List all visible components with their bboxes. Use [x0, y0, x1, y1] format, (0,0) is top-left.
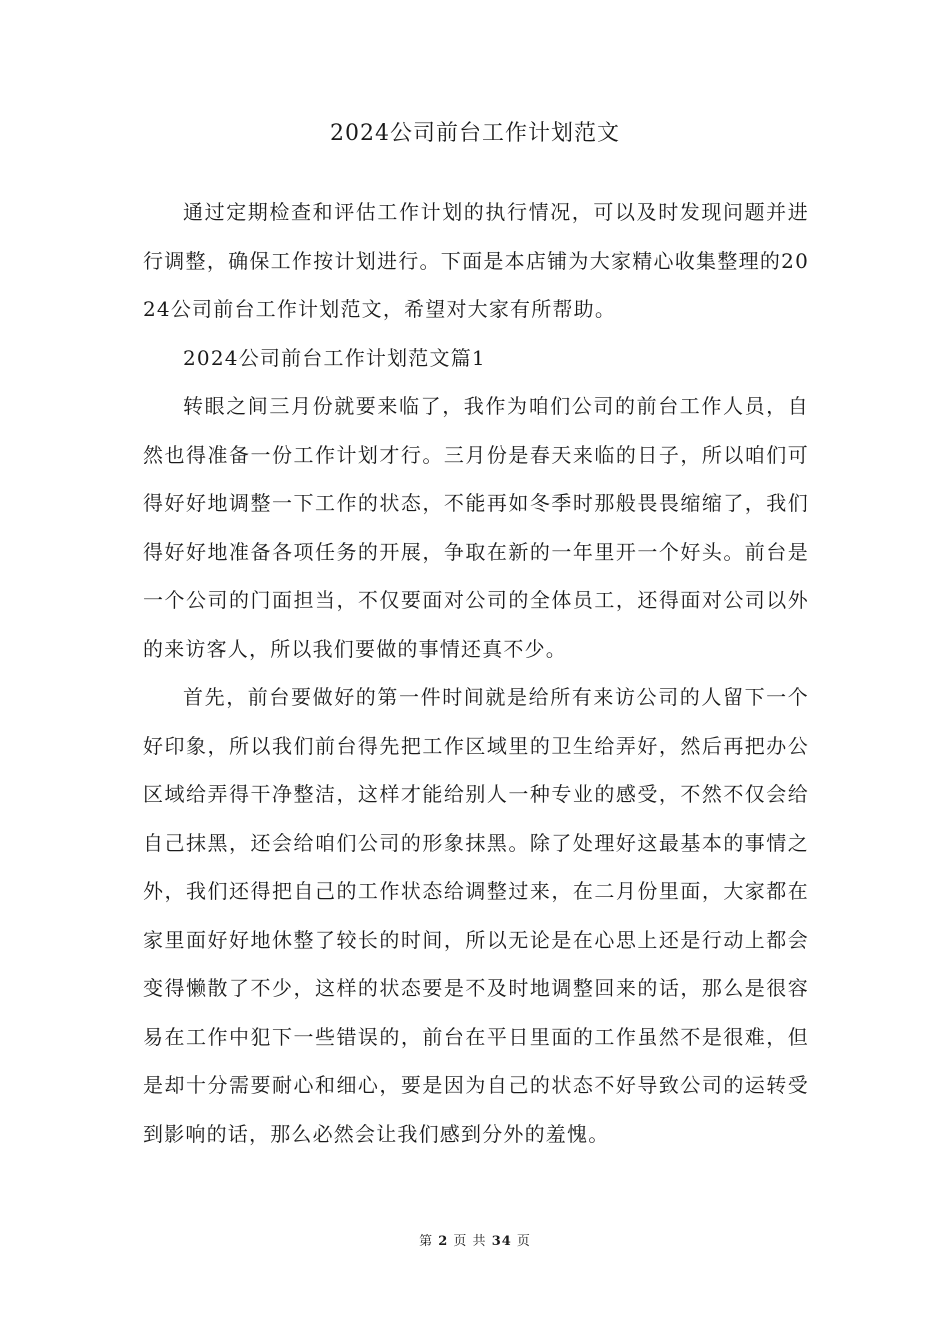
- footer-middle: 页 共: [453, 1234, 487, 1249]
- current-page-number: 2: [438, 1234, 449, 1249]
- total-pages-number: 34: [491, 1234, 512, 1249]
- document-title: 2024公司前台工作计划范文: [330, 121, 620, 146]
- document-body: [143, 188, 809, 1158]
- footer-prefix: 第: [419, 1234, 434, 1249]
- body-paragraph: 首先，前台要做好的第一件时间就是给所有来访公司的人留下一个好印象，所以我们前台得先把工作区域里的卫生给弄好，然后再把办公区域给弄得干净整洁，这样才能给别人一种专业的感受，不然不仅会给自己抹黑，还会给咱们公司的形象抹黑。除了处理好这最基本的事情之外，我们还得把自己的工作状态给调整过来，在二月份里面，大家都在家里面好好地休整了较长的时间，所以无论是在心思上还是行动上都会变得懒散了不少，这样的状态要是不及时地调整回来的话，那么是很容易在工作中犯下一些错误的，前台在平日里面的工作虽然不是很难，但是却十分需要耐心和细心，要是因为自己的状态不好导致公司的运转受到影响的话，那么必然会让我们感到分外的羞愧。: [143, 685, 809, 1146]
- body-paragraph: 转眼之间三月份就要来临了，我作为咱们公司的前台工作人员，自然也得准备一份工作计划才行。三月份是春天来临的日子，所以咱们可得好好地调整一下工作的状态，不能再如冬季时那般畏畏缩缩了，我们得好好地准备各项任务的开展，争取在新的一年里开一个好头。前台是一个公司的门面担当，不仅要面对公司的全体员工，还得面对公司以外的来访客人，所以我们要做的事情还真不少。: [143, 394, 809, 661]
- section-heading: 2024公司前台工作计划范文篇1: [183, 345, 486, 370]
- page-footer: [0, 1232, 950, 1252]
- intro-paragraph: 通过定期检查和评估工作计划的执行情况，可以及时发现问题并进行调整，确保工作按计划进行。下面是本店铺为大家精心收集整理的2024公司前台工作计划范文，希望对大家有所帮助。: [143, 200, 809, 321]
- footer-suffix: 页: [516, 1234, 531, 1249]
